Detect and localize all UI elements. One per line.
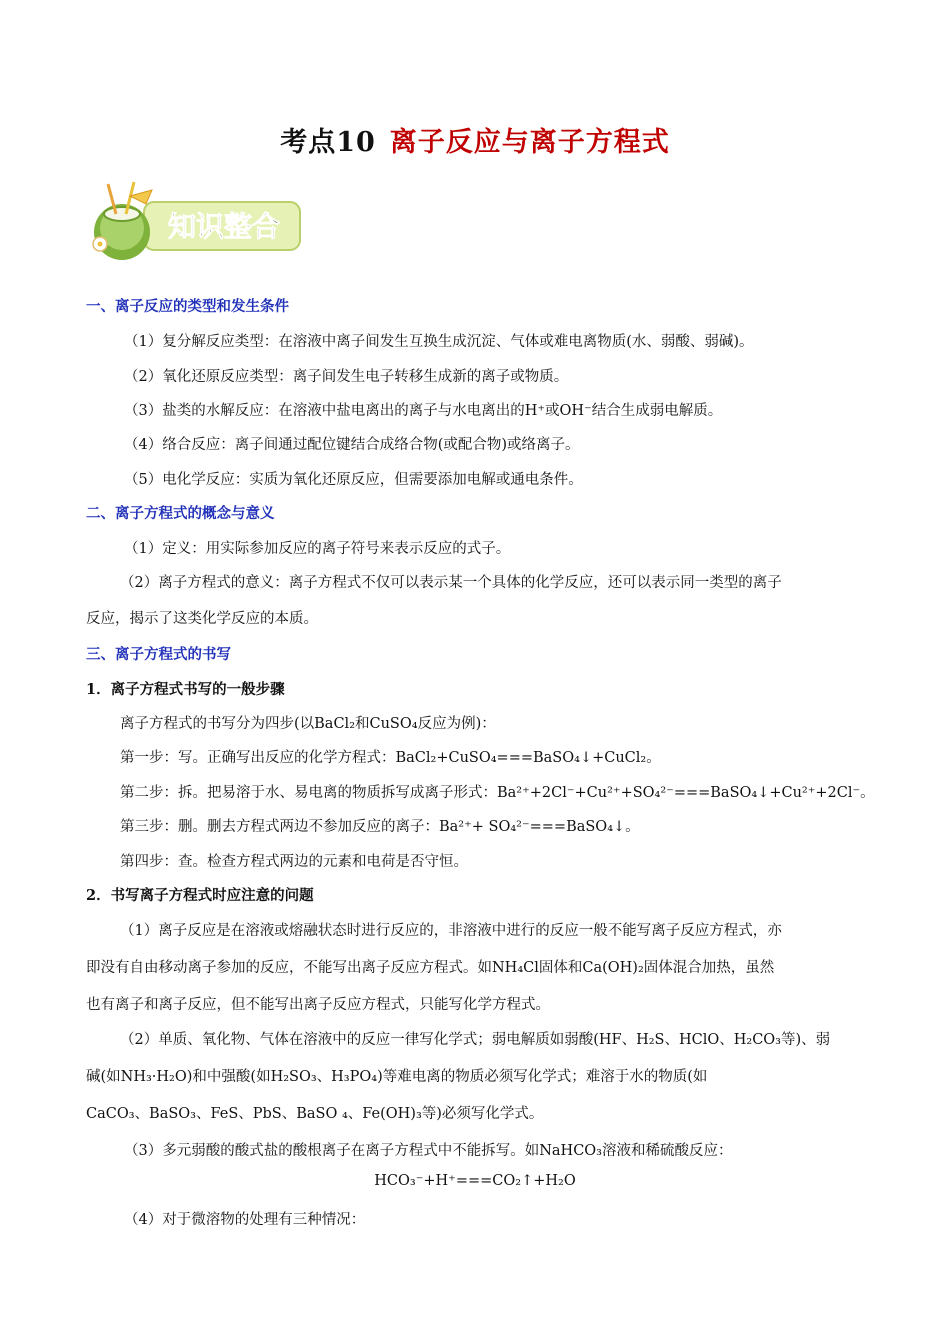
sec3-step-4: 第四步：查。检查方程式两边的元素和电荷是否守恒。	[120, 854, 468, 870]
page-title	[0, 120, 950, 159]
section2-heading: 二、离子方程式的概念与意义	[86, 505, 275, 522]
section3-heading: 三、离子方程式的书写	[86, 646, 231, 663]
badge-text: 知识整合	[167, 210, 281, 243]
section1-heading: 一、离子反应的类型和发生条件	[86, 298, 289, 315]
title-number: 考点10	[280, 127, 376, 158]
sec1-item-4: （4）络合反应：离子间通过配位键结合成络合物(或配合物)或络离子。	[124, 437, 580, 453]
equation: HCO₃⁻+H⁺===CO₂↑+H₂O	[374, 1173, 576, 1189]
sec1-item-5: （5）电化学反应：实质为氧化还原反应，但需要添加电解或通电条件。	[124, 472, 583, 488]
knowledge-badge-icon	[86, 180, 304, 262]
note-1-line-3: 也有离子和离子反应，但不能写出离子反应方程式，只能写化学方程式。	[86, 997, 550, 1013]
sec2-item-2-line-1: （2）离子方程式的意义：离子方程式不仅可以表示某一个具体的化学反应，还可以表示同一类型的离子	[120, 575, 782, 591]
note-2-line-1: （2）单质、氧化物、气体在溶液中的反应一律写化学式；弱电解质如弱酸(HF、H₂S、HClO、H₂CO₃等)、弱	[120, 1032, 831, 1048]
sec3-intro: 离子方程式的书写分为四步(以BaCl₂和CuSO₄反应为例)：	[120, 716, 496, 732]
sec2-item-2-line-2: 反应，揭示了这类化学反应的本质。	[86, 611, 318, 627]
sec1-item-1: （1）复分解反应类型：在溶液中离子间发生互换生成沉淀、气体或难电离物质(水、弱酸、弱碱)。	[124, 334, 754, 350]
note-4: （4）对于微溶物的处理有三种情况：	[124, 1212, 366, 1228]
sec1-item-3: （3）盐类的水解反应：在溶液中盐电离出的离子与水电离出的H⁺或OH⁻结合生成弱电解质。	[124, 403, 723, 419]
sec2-item-1: （1）定义：用实际参加反应的离子符号来表示反应的式子。	[124, 541, 511, 557]
note-1-line-2: 即没有自由移动离子参加的反应，不能写出离子反应方程式。如NH₄Cl固体和Ca(OH)₂固体混合加热，虽然	[86, 960, 775, 976]
title-text: 离子反应与离子方程式	[389, 127, 670, 158]
sec3-step-2: 第二步：拆。把易溶于水、易电离的物质拆写成离子形式：Ba²⁺+2Cl⁻+Cu²⁺+SO₄²⁻===BaSO₄↓+Cu²⁺+2Cl⁻。	[120, 785, 875, 801]
note-1-line-1: （1）离子反应是在溶液或熔融状态时进行反应的，非溶液中进行的反应一般不能写离子反应方程式，亦	[120, 923, 782, 939]
note-2-line-2: 碱(如NH₃·H₂O)和中强酸(如H₂SO₃、H₃PO₄)等难电离的物质必须写化学式；难溶于水的物质(如	[86, 1069, 708, 1085]
note-2-line-3: CaCO₃、BaSO₃、FeS、PbS、BaSO ₄、Fe(OH)₃等)必须写化学式。	[86, 1106, 544, 1122]
sec3-subheading-2: 2．书写离子方程式时应注意的问题	[86, 887, 314, 904]
note-3: （3）多元弱酸的酸式盐的酸根离子在离子方程式中不能拆写。如NaHCO₃溶液和稀硫酸反应：	[124, 1143, 733, 1159]
sec1-item-2: （2）氧化还原反应类型：离子间发生电子转移生成新的离子或物质。	[124, 369, 569, 385]
sec3-step-3: 第三步：删。删去方程式两边不参加反应的离子：Ba²⁺+ SO₄²⁻===BaSO₄↓。	[120, 819, 640, 835]
sec3-step-1: 第一步：写。正确写出反应的化学方程式：BaCl₂+CuSO₄===BaSO₄↓+CuCl₂。	[120, 750, 661, 766]
sec3-subheading-1: 1．离子方程式书写的一般步骤	[86, 681, 285, 698]
